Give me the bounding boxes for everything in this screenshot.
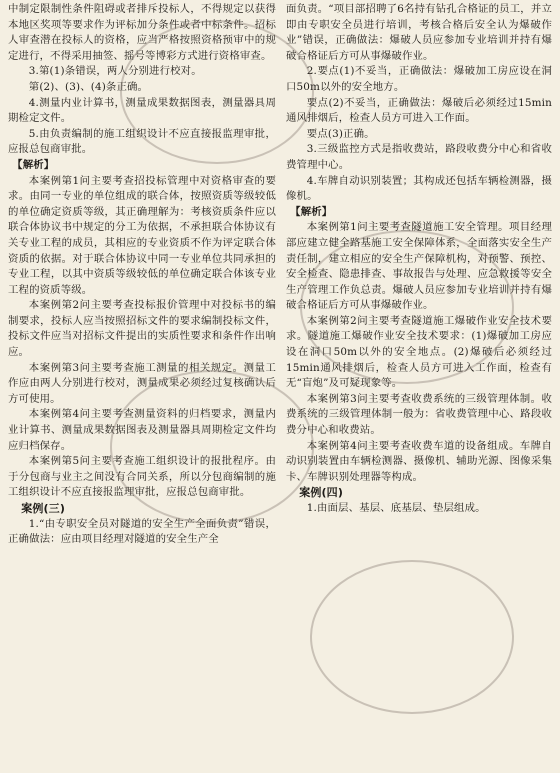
answer-item: 第(2)、(3)、(4)条正确。 xyxy=(28,80,149,93)
analysis-paragraph: 本案例第2问主要考查隧道施工爆破作业安全技术要求。隧道施工爆破作业安全技术要求：(1)爆破加工房应设在洞口50m以外的安全地点。(2)爆破后必须经过15min通风排烟后，检查人员方可进入工作面，检查有无“盲炮”及可疑现象等。 xyxy=(286,314,552,390)
answer-item: 3.第(1)条错误，两人分别进行校对。 xyxy=(28,65,202,78)
left-column xyxy=(8,2,276,773)
analysis-paragraph: 本案例第4问主要考查测量资料的归档要求，测量内业计算书、测量成果数据图表及测量器具周期检定文件均应归档保存。 xyxy=(8,408,276,452)
case-paragraph: 1.由面层、基层、底基层、垫层组成。 xyxy=(306,502,486,514)
answer-item: 要点(3)正确。 xyxy=(306,127,375,140)
analysis-paragraph: 本案例第5问主要考查施工组织设计的报批程序。由于分包商与业主之间没有合同关系，所以分包商编制的施工组织设计不应直接报监理审批，应报总包商审批。 xyxy=(8,455,276,499)
answer-item: 2.要点(1)不妥当，正确做法：爆破加工房应设在洞口50m以外的安全地方。 xyxy=(286,65,552,93)
analysis-paragraph: 本案例第3问主要考查施工测量的相关规定。测量工作应由两人分别进行校对，测量成果必须经过复核确认后方可使用。 xyxy=(8,361,276,405)
analysis-paragraph: 本案例第1问主要考查招投标管理中对资格审查的要求。由同一专业的单位组成的联合体，按照资质等级较低的单位确定资质等级，其正确理解为：考核资质条件应以联合体协议书中规定的分工为依据，不承担联合体协议有关专业工程的成员，其相应的专业资质不作为评定联合体资质的依据。对于联合体协议中同一专业单位共同承担的专业工程，以其中资质等级较低的单位确定联合体该专业工程的资质等级。 xyxy=(8,174,276,296)
analysis-heading: 【解析】 xyxy=(12,158,55,171)
answer-item: 5.由负责编制的施工组织设计不应直接报监理审批，应报总包商审批。 xyxy=(8,127,276,156)
analysis-paragraph: 本案例第1问主要考查隧道施工安全管理。项目经理部应建立健全路基施工安全保障体系，全面落实安全生产责任制，建立相应的安全生产保障机构，对预警、预控、安全检查、隐患排查、事故报告与处理、应急救援等安全生产管理工作负总责。爆破人员应参加专业培训并持有爆破合格证后方可从事爆破作业。 xyxy=(286,221,552,312)
text-paragraph: 面负责。“项目部招聘了6名持有钻孔合格证的员工，并立即由专职安全员进行培训，考核合格后安全认为爆破作业”错误，正确做法：爆破人员应参加专业培训并持有爆破合格证后方可从事爆破作业。 xyxy=(286,3,552,62)
analysis-heading: 【解析】 xyxy=(290,205,333,218)
answer-item: 3.三级监控方式是指收费站，路段收费分中心和省收费管理中心。 xyxy=(286,143,552,171)
text-paragraph: 中制定限制性条件阻碍或者排斥投标人，不得规定以获得本地区奖项等要求作为评标加分条件或者中标条件。招标人审查潜在投标人的资格，应当严格按照资格预审中的规定进行，不得采用抽签、摇号等博彩方式进行资格审查。 xyxy=(8,3,276,62)
case-paragraph: 1.“由专职安全员对隧道的安全生产全面负责”错误，正确做法：应由项目经理对隧道的安全生产全 xyxy=(8,517,276,546)
right-column xyxy=(286,2,552,773)
answer-item: 要点(2)不妥当，正确做法：爆破后必须经过15min通风排烟后，检查人员方可进入工作面。 xyxy=(286,96,552,125)
case-heading: 案例(四) xyxy=(299,486,343,500)
case-heading: 案例(三) xyxy=(21,502,65,515)
answer-item: 4.车牌自动识别装置；其构成还包括车辆检测器，摄像机。 xyxy=(286,174,552,203)
analysis-paragraph: 本案例第3问主要考查收费系统的三级管理体制。收费系统的三级管理体制一般为：省收费管理中心、路段收费分中心和收费站。 xyxy=(286,392,552,437)
answer-item: 4.测量内业计算书，测量成果数据图表，测量器具周期检定文件。 xyxy=(8,96,276,125)
analysis-paragraph: 本案例第4问主要考查收费车道的设备组成。车牌自动识别装置由车辆检测器、摄像机、辅助光源、图像采集卡、车牌识别处理器等构成。 xyxy=(286,439,552,483)
analysis-paragraph: 本案例第2问主要考查投标报价管理中对投标书的编制要求，投标人应当按照招标文件的要求编制投标文件，投标文件应当对招标文件提出的实质性要求和条件作出响应。 xyxy=(8,299,276,359)
